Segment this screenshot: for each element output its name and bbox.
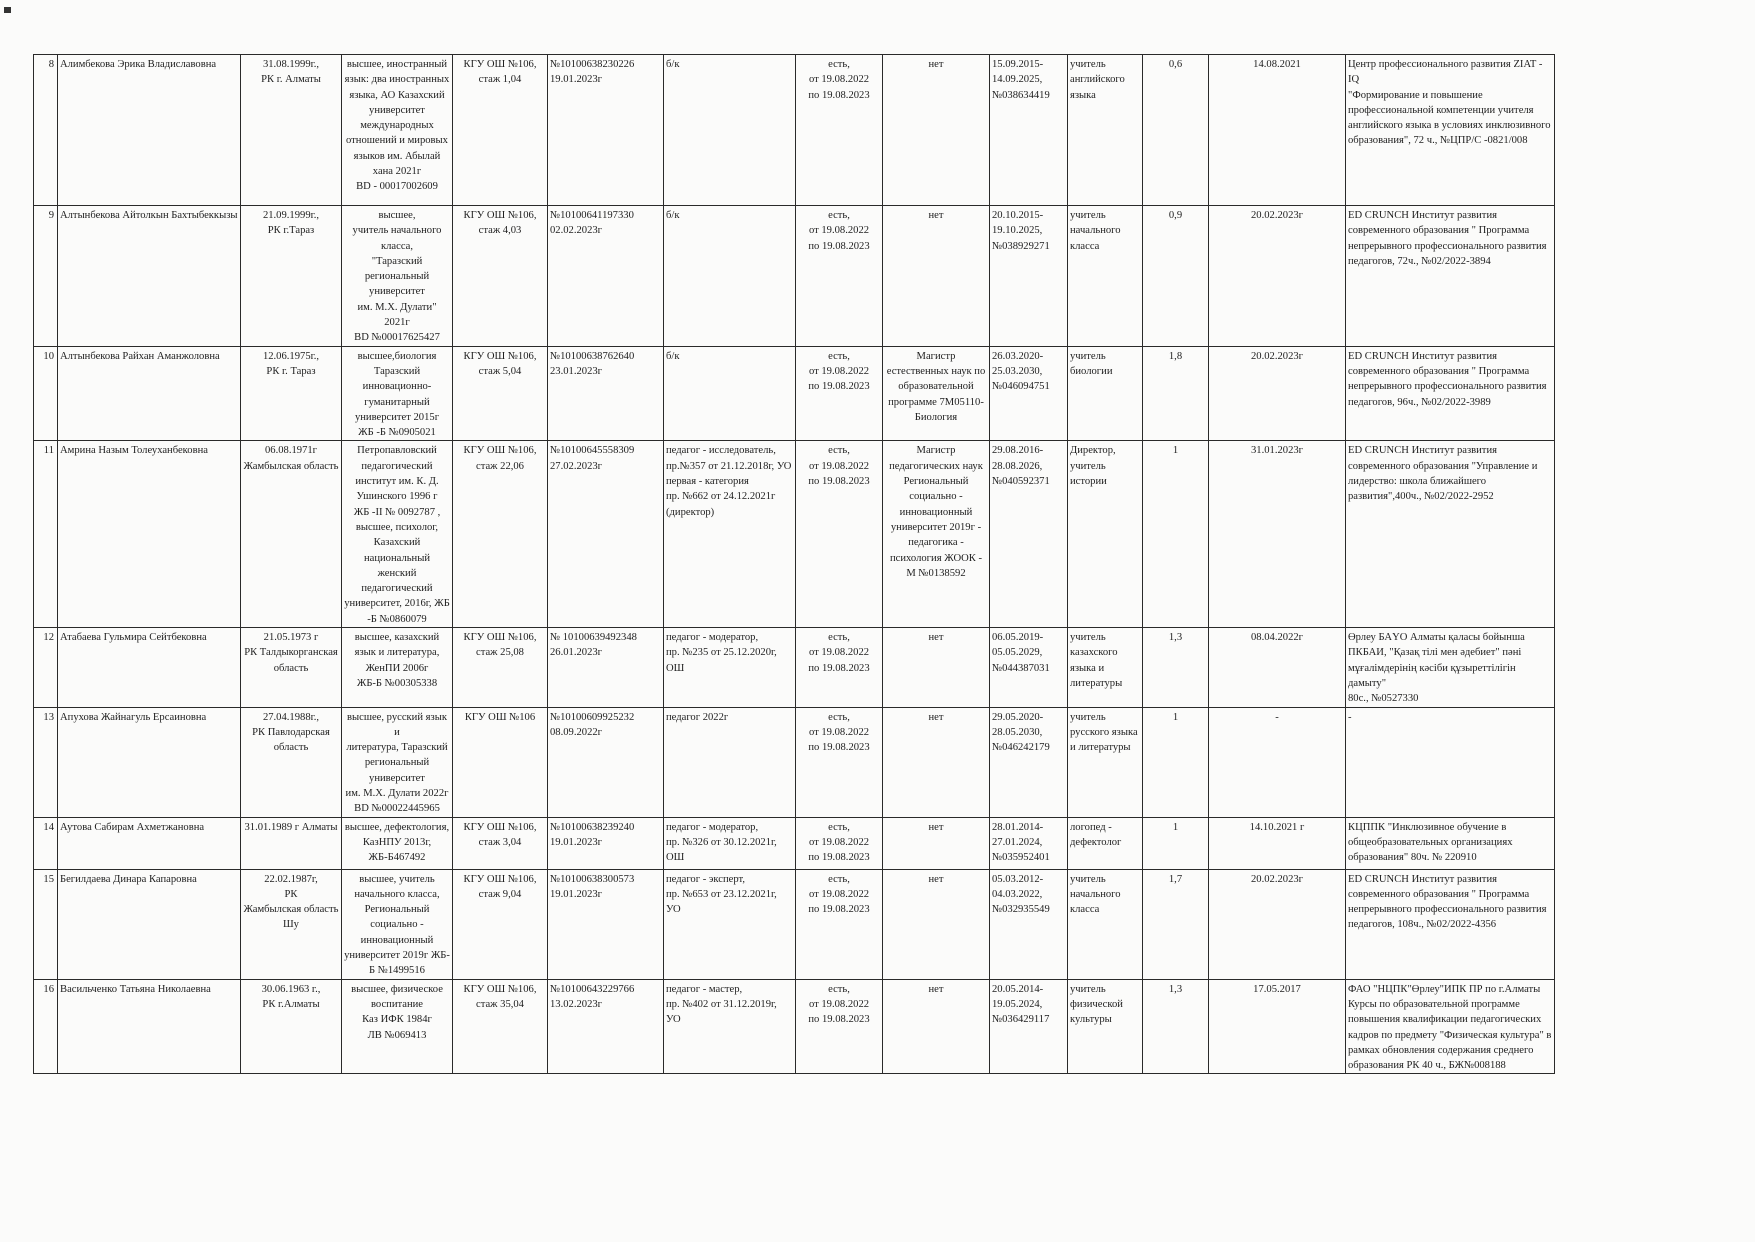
- workplace-experience-cell: [453, 346, 548, 441]
- row-number-cell: [34, 707, 58, 817]
- workplace-experience-cell: [453, 817, 548, 869]
- workload-rate: 0,6: [1168, 59, 1183, 70]
- qualification-category: педагог - мастер, пр. №402 от 31.12.2019г, УО: [666, 983, 777, 1026]
- qualification-category: педагог - эксперт, пр. №653 от 23.12.2021г, УО: [666, 873, 777, 916]
- certificate-number-cell: [548, 55, 664, 206]
- course-date: 14.10.2021 г: [1249, 821, 1305, 833]
- birth-info-cell: [241, 979, 342, 1074]
- medical-book: есть, от 19.08.2022 по 19.08.2023: [808, 445, 870, 488]
- table-row: [34, 55, 1555, 206]
- row-number-cell: [34, 869, 58, 979]
- course-date: 17.05.2017: [1253, 983, 1301, 995]
- position-title-cell: [1068, 817, 1143, 869]
- validity-period: 06.05.2019- 05.05.2029, №044387031: [992, 632, 1050, 674]
- medical-book: есть, от 19.08.2022 по 19.08.2023: [808, 983, 870, 1026]
- row-number-cell: [34, 979, 58, 1074]
- workplace-experience-cell: [453, 206, 548, 347]
- teacher-name-cell: [58, 869, 241, 979]
- position-title-cell: [1068, 206, 1143, 347]
- workplace-experience: КГУ ОШ №106, стаж 25,08: [463, 632, 537, 659]
- teacher-name: Васильченко Татьяна Николаевна: [60, 983, 211, 995]
- position-title: логопед - дефектолог: [1070, 821, 1122, 848]
- qualification-category-cell: [664, 441, 796, 628]
- teacher-name: Алимбекова Эрика Владиславовна: [60, 59, 217, 70]
- table-body: [34, 55, 1555, 1074]
- medical-book-cell: [796, 206, 883, 347]
- workload-rate-cell: [1143, 707, 1209, 817]
- row-number: 9: [48, 210, 54, 221]
- medical-book-cell: [796, 979, 883, 1074]
- course-date-cell: [1209, 817, 1346, 869]
- teacher-name: Алтынбекова Айтолкын Бахтыбеккызы: [60, 210, 238, 221]
- academic-degree: нет: [928, 821, 944, 833]
- education-info: высшее, учитель начального класса, Региональный социально - инновационный университет 2019г ЖБ- Б №1499516: [344, 873, 450, 977]
- courses-info-cell: [1346, 55, 1555, 206]
- workplace-experience-cell: [453, 441, 548, 628]
- certificate-number-cell: [548, 869, 664, 979]
- courses-info-cell: [1346, 628, 1555, 707]
- academic-degree: нет: [928, 711, 944, 723]
- workplace-experience: КГУ ОШ №106, стаж 5,04: [463, 350, 537, 377]
- row-number: 14: [43, 821, 54, 833]
- workload-rate: 1,3: [1168, 983, 1183, 995]
- position-title-cell: [1068, 346, 1143, 441]
- workplace-experience-cell: [453, 979, 548, 1074]
- workload-rate: 1: [1172, 445, 1179, 457]
- validity-period-cell: [990, 979, 1068, 1074]
- workload-rate-cell: [1143, 869, 1209, 979]
- teacher-name: Аутова Сабирам Ахметжановна: [60, 821, 205, 833]
- workload-rate-cell: [1143, 628, 1209, 707]
- workplace-experience-cell: [453, 707, 548, 817]
- qualification-category: педагог 2022г: [666, 711, 729, 723]
- position-title: учитель русского языка и литературы: [1070, 711, 1138, 754]
- teacher-name: Амрина Назым Толеуханбековна: [60, 445, 208, 457]
- birth-info: 06.08.1971г Жамбылская область: [243, 445, 339, 472]
- academic-degree: нет: [928, 210, 944, 221]
- certificate-number: №10100638762640 23.01.2023г: [550, 350, 635, 377]
- validity-period-cell: [990, 55, 1068, 206]
- medical-book: есть, от 19.08.2022 по 19.08.2023: [808, 210, 870, 252]
- row-number: 11: [43, 445, 54, 457]
- courses-info-cell: [1346, 817, 1555, 869]
- academic-degree-cell: [883, 979, 990, 1074]
- medical-book-cell: [796, 707, 883, 817]
- academic-degree-cell: [883, 55, 990, 206]
- position-title-cell: [1068, 628, 1143, 707]
- workload-rate: 1,7: [1168, 873, 1183, 885]
- row-number-cell: [34, 346, 58, 441]
- education-info-cell: [342, 869, 453, 979]
- courses-info: Өрлеу БАҮО Алматы қаласы бойынша ПКБАИ, "Қазақ тілі мен әдебиет" пәні мұғалімдерінің кәсіби құзыреттілігін дамыту" 80с., №0527330: [1348, 632, 1525, 705]
- education-info-cell: [342, 55, 453, 206]
- qualification-category: педагог - исследователь, пр.№357 от 21.12.2018г, УО первая - категория пр. №662 от 24.12.2021г (директор): [666, 445, 792, 518]
- validity-period: 28.01.2014- 27.01.2024, №035952401: [992, 821, 1050, 864]
- course-date: -: [1275, 711, 1279, 723]
- qualification-category: б/к: [666, 210, 680, 221]
- validity-period-cell: [990, 707, 1068, 817]
- workplace-experience: КГУ ОШ №106, стаж 4,03: [463, 210, 537, 237]
- teacher-name: Алтынбекова Райхан Аманжоловна: [60, 350, 220, 362]
- teacher-name-cell: [58, 206, 241, 347]
- position-title: учитель физической культуры: [1070, 983, 1123, 1026]
- certificate-number: №10100609925232 08.09.2022г: [550, 711, 635, 738]
- validity-period-cell: [990, 869, 1068, 979]
- workplace-experience: КГУ ОШ №106: [464, 711, 536, 723]
- validity-period: 26.03.2020- 25.03.2030, №046094751: [992, 350, 1050, 393]
- medical-book-cell: [796, 869, 883, 979]
- courses-info-cell: [1346, 441, 1555, 628]
- education-info: высшее,биология Таразский инновационно- гуманитарный университет 2015г ЖБ -Б №0905021: [354, 350, 440, 439]
- workload-rate: 1,8: [1168, 350, 1183, 362]
- teacher-name-cell: [58, 979, 241, 1074]
- course-date-cell: [1209, 869, 1346, 979]
- workplace-experience-cell: [453, 628, 548, 707]
- workplace-experience: КГУ ОШ №106, стаж 3,04: [463, 821, 537, 848]
- certificate-number-cell: [548, 206, 664, 347]
- courses-info-cell: [1346, 869, 1555, 979]
- birth-info: 21.05.1973 г РК Талдыкорганская область: [244, 632, 338, 674]
- workplace-experience: КГУ ОШ №106, стаж 22,06: [463, 445, 537, 472]
- qualification-category-cell: [664, 628, 796, 707]
- education-info: высшее, дефектология, КазНПУ 2013г, ЖБ-Б467492: [344, 821, 450, 864]
- birth-info-cell: [241, 55, 342, 206]
- academic-degree: нет: [928, 59, 944, 70]
- medical-book: есть, от 19.08.2022 по 19.08.2023: [808, 632, 870, 674]
- workplace-experience-cell: [453, 869, 548, 979]
- qualification-category: б/к: [666, 350, 680, 362]
- workplace-experience-cell: [453, 55, 548, 206]
- workload-rate-cell: [1143, 206, 1209, 347]
- education-info: высшее, казахский язык и литература, ЖенПИ 2006г ЖБ-Б №00305338: [354, 632, 440, 689]
- academic-degree: Магистр естественных наук по образовательной программе 7М05110- Биология: [886, 350, 986, 423]
- education-info-cell: [342, 441, 453, 628]
- birth-info-cell: [241, 346, 342, 441]
- courses-info: ED CRUNCH Институт развития современного образования " Программа непрерывного профессионального развития педагогов, 96ч., №02/2022-3989: [1348, 350, 1547, 408]
- position-title: учитель казахского языка и литературы: [1070, 632, 1123, 689]
- validity-period: 29.08.2016- 28.08.2026, №040592371: [992, 445, 1050, 488]
- course-date-cell: [1209, 441, 1346, 628]
- certificate-number-cell: [548, 979, 664, 1074]
- education-info-cell: [342, 628, 453, 707]
- validity-period-cell: [990, 346, 1068, 441]
- medical-book-cell: [796, 55, 883, 206]
- education-info-cell: [342, 707, 453, 817]
- validity-period-cell: [990, 206, 1068, 347]
- table-row: [34, 869, 1555, 979]
- medical-book: есть, от 19.08.2022 по 19.08.2023: [808, 711, 870, 754]
- workload-rate: 1: [1172, 821, 1179, 833]
- workload-rate: 0,9: [1168, 210, 1183, 221]
- teacher-name: Бегилдаева Динара Капаровна: [60, 873, 197, 885]
- validity-period: 29.05.2020- 28.05.2030, №046242179: [992, 711, 1050, 754]
- birth-info: 31.08.1999г., РК г. Алматы: [261, 59, 321, 86]
- education-info-cell: [342, 979, 453, 1074]
- birth-info-cell: [241, 707, 342, 817]
- education-info: высшее, русский язык и литература, Таразский региональный университет им. М.Х. Дулати 2022г BD №00022445965: [345, 711, 449, 815]
- certificate-number: №10100641197330 02.02.2023г: [550, 210, 634, 237]
- academic-degree-cell: [883, 206, 990, 347]
- qualification-category-cell: [664, 869, 796, 979]
- table-row: [34, 206, 1555, 347]
- medical-book: есть, от 19.08.2022 по 19.08.2023: [808, 873, 870, 916]
- courses-info: ФАО "НЦПК"Өрлеу"ИПК ПР по г.Алматы Курсы по образовательной программе повышения квалификации педагогических кадров по предмету "Физическая культура" в рамках обновления содержания среднего образования РК 40 ч., БЖ№008188: [1348, 983, 1552, 1072]
- table-row: [34, 346, 1555, 441]
- course-date: 14.08.2021: [1253, 59, 1301, 70]
- courses-info-cell: [1346, 707, 1555, 817]
- qualification-category: педагог - модератор, пр. №326 от 30.12.2021г, ОШ: [666, 821, 777, 864]
- row-number: 12: [43, 632, 54, 644]
- course-date: 20.02.2023г: [1250, 873, 1304, 885]
- qualification-category-cell: [664, 707, 796, 817]
- course-date-cell: [1209, 628, 1346, 707]
- courses-info-cell: [1346, 206, 1555, 347]
- course-date-cell: [1209, 707, 1346, 817]
- row-number: 10: [43, 350, 54, 362]
- teacher-name: Апухова Жайнагуль Ерсаиновна: [60, 711, 207, 723]
- education-info: высшее, иностранный язык: два иностранных языка, АО Казахский университет международных отношений и мировых языков им. Абылай хана 2021г BD - 00017002609: [344, 59, 450, 193]
- medical-book: есть, от 19.08.2022 по 19.08.2023: [808, 821, 870, 864]
- workplace-experience: КГУ ОШ №106, стаж 35,04: [463, 983, 537, 1010]
- position-title: учитель начального класса: [1070, 210, 1121, 252]
- row-number-cell: [34, 628, 58, 707]
- birth-info-cell: [241, 869, 342, 979]
- academic-degree-cell: [883, 346, 990, 441]
- qualification-category-cell: [664, 206, 796, 347]
- birth-info-cell: [241, 628, 342, 707]
- position-title-cell: [1068, 441, 1143, 628]
- row-number-cell: [34, 206, 58, 347]
- course-date: 31.01.2023г: [1250, 445, 1304, 457]
- course-date: 20.02.2023г: [1250, 350, 1304, 362]
- courses-info-cell: [1346, 346, 1555, 441]
- academic-degree: нет: [928, 632, 944, 644]
- medical-book-cell: [796, 628, 883, 707]
- validity-period: 05.03.2012- 04.03.2022, №032935549: [992, 873, 1050, 916]
- qualification-category: б/к: [666, 59, 680, 70]
- courses-info: ED CRUNCH Институт развития современного образования " Программа непрерывного профессионального развития педагогов, 72ч., №02/2022-3894: [1348, 210, 1547, 267]
- academic-degree: нет: [928, 873, 944, 885]
- certificate-number: №10100638230226 19.01.2023г: [550, 59, 635, 86]
- certificate-number-cell: [548, 441, 664, 628]
- course-date-cell: [1209, 979, 1346, 1074]
- medical-book-cell: [796, 346, 883, 441]
- birth-info: 21.09.1999г., РК г.Тараз: [262, 210, 320, 237]
- academic-degree-cell: [883, 707, 990, 817]
- birth-info: 31.01.1989 г Алматы: [244, 821, 338, 833]
- qualification-category-cell: [664, 817, 796, 869]
- certificate-number-cell: [548, 817, 664, 869]
- table-row: [34, 979, 1555, 1074]
- birth-info: 12.06.1975г., РК г. Тараз: [262, 350, 320, 377]
- workplace-experience: КГУ ОШ №106, стаж 9,04: [463, 873, 537, 900]
- page-corner-mark: [4, 7, 11, 13]
- teacher-name-cell: [58, 628, 241, 707]
- qualification-category-cell: [664, 346, 796, 441]
- medical-book: есть, от 19.08.2022 по 19.08.2023: [808, 350, 870, 393]
- teacher-name-cell: [58, 707, 241, 817]
- courses-info: ED CRUNCH Институт развития современного образования " Программа непрерывного профессионального развития педагогов, 108ч., №02/2022-4356: [1348, 873, 1547, 931]
- position-title-cell: [1068, 869, 1143, 979]
- row-number: 8: [48, 59, 54, 70]
- table-row: [34, 441, 1555, 628]
- validity-period-cell: [990, 628, 1068, 707]
- certificate-number-cell: [548, 707, 664, 817]
- position-title-cell: [1068, 55, 1143, 206]
- courses-info: ED CRUNCH Институт развития современного образования "Управление и лидерство: школа ближайшего развития",400ч., №02/2022-2952: [1348, 445, 1538, 503]
- position-title-cell: [1068, 707, 1143, 817]
- workload-rate: 1,3: [1168, 632, 1183, 644]
- birth-info: 27.04.1988г., РК Павлодарская область: [252, 711, 330, 754]
- position-title: учитель начального класса: [1070, 873, 1121, 916]
- certificate-number-cell: [548, 346, 664, 441]
- row-number: 16: [43, 983, 54, 995]
- teacher-name-cell: [58, 817, 241, 869]
- courses-info: -: [1348, 711, 1352, 723]
- workload-rate-cell: [1143, 979, 1209, 1074]
- birth-info-cell: [241, 441, 342, 628]
- courses-info: КЦППК "Инклюзивное обучение в общеобразовательных организациях образования" 80ч. № 220910: [1348, 821, 1513, 864]
- education-info-cell: [342, 206, 453, 347]
- academic-degree-cell: [883, 817, 990, 869]
- academic-degree-cell: [883, 441, 990, 628]
- birth-info: 30.06.1963 г., РК г.Алматы: [261, 983, 321, 1010]
- certificate-number: №10100645558309 27.02.2023г: [550, 445, 635, 472]
- row-number-cell: [34, 817, 58, 869]
- certificate-number: №10100638239240 19.01.2023г: [550, 821, 635, 848]
- validity-period: 20.10.2015- 19.10.2025, №038929271: [992, 210, 1050, 252]
- position-title: учитель биологии: [1070, 350, 1113, 377]
- teacher-name: Атабаева Гульмира Сейтбековна: [60, 632, 207, 644]
- medical-book: есть, от 19.08.2022 по 19.08.2023: [808, 59, 870, 101]
- education-info-cell: [342, 817, 453, 869]
- validity-period: 15.09.2015- 14.09.2025, №038634419: [992, 59, 1050, 101]
- course-date: 20.02.2023г: [1250, 210, 1304, 221]
- position-title: учитель английского языка: [1070, 59, 1125, 101]
- certificate-number-cell: [548, 628, 664, 707]
- medical-book-cell: [796, 441, 883, 628]
- medical-book-cell: [796, 817, 883, 869]
- workload-rate-cell: [1143, 817, 1209, 869]
- birth-info: 22.02.1987г, РК Жамбылская область Шу: [243, 873, 339, 931]
- certificate-number: № 10100639492348 26.01.2023г: [550, 632, 637, 659]
- education-info: высшее, физическое воспитание Каз ИФК 1984г ЛВ №069413: [351, 983, 443, 1041]
- position-title: Директор, учитель истории: [1070, 445, 1116, 488]
- course-date-cell: [1209, 206, 1346, 347]
- education-info: Петропавловский педагогический институт им. К. Д. Ушинского 1996 г ЖБ -II № 0092787 , высшее, психолог, Казахский национальный женский педагогический университет, 2016г, ЖБ -Б №0860079: [344, 445, 450, 625]
- workload-rate-cell: [1143, 55, 1209, 206]
- staff-table: [33, 54, 1555, 1074]
- validity-period-cell: [990, 817, 1068, 869]
- teacher-name-cell: [58, 441, 241, 628]
- qualification-category: педагог - модератор, пр. №235 от 25.12.2020г, ОШ: [666, 632, 777, 674]
- academic-degree-cell: [883, 869, 990, 979]
- academic-degree: Магистр педагогических наук Региональный социально - инновационный университет 2019г - педагогика - психология ЖООК - М №0138592: [889, 445, 983, 579]
- row-number-cell: [34, 441, 58, 628]
- courses-info-cell: [1346, 979, 1555, 1074]
- workload-rate-cell: [1143, 441, 1209, 628]
- row-number: 13: [43, 711, 54, 723]
- workload-rate-cell: [1143, 346, 1209, 441]
- birth-info-cell: [241, 206, 342, 347]
- education-info-cell: [342, 346, 453, 441]
- certificate-number: №10100643229766 13.02.2023г: [550, 983, 635, 1010]
- course-date-cell: [1209, 55, 1346, 206]
- course-date: 08.04.2022г: [1250, 632, 1304, 644]
- teacher-name-cell: [58, 346, 241, 441]
- teacher-name-cell: [58, 55, 241, 206]
- education-info: высшее, учитель начального класса, "Таразский региональный университет им. М.Х. Дулати" 2021г BD №00017625427: [352, 210, 442, 344]
- academic-degree-cell: [883, 628, 990, 707]
- qualification-category-cell: [664, 55, 796, 206]
- row-number: 15: [43, 873, 54, 885]
- validity-period: 20.05.2014- 19.05.2024, №036429117: [992, 983, 1050, 1026]
- academic-degree: нет: [928, 983, 944, 995]
- table-row: [34, 817, 1555, 869]
- certificate-number: №10100638300573 19.01.2023г: [550, 873, 635, 900]
- qualification-category-cell: [664, 979, 796, 1074]
- position-title-cell: [1068, 979, 1143, 1074]
- courses-info: Центр профессионального развития ZIAT -IQ "Формирование и повышение профессиональной компетенции учителя английского языка в условиях инклюзивного образования", 72 ч., №ЦПР/С -0821/008: [1348, 59, 1551, 147]
- table-row: [34, 707, 1555, 817]
- workplace-experience: КГУ ОШ №106, стаж 1,04: [463, 59, 537, 86]
- table-row: [34, 628, 1555, 707]
- course-date-cell: [1209, 346, 1346, 441]
- birth-info-cell: [241, 817, 342, 869]
- workload-rate: 1: [1172, 711, 1179, 723]
- row-number-cell: [34, 55, 58, 206]
- validity-period-cell: [990, 441, 1068, 628]
